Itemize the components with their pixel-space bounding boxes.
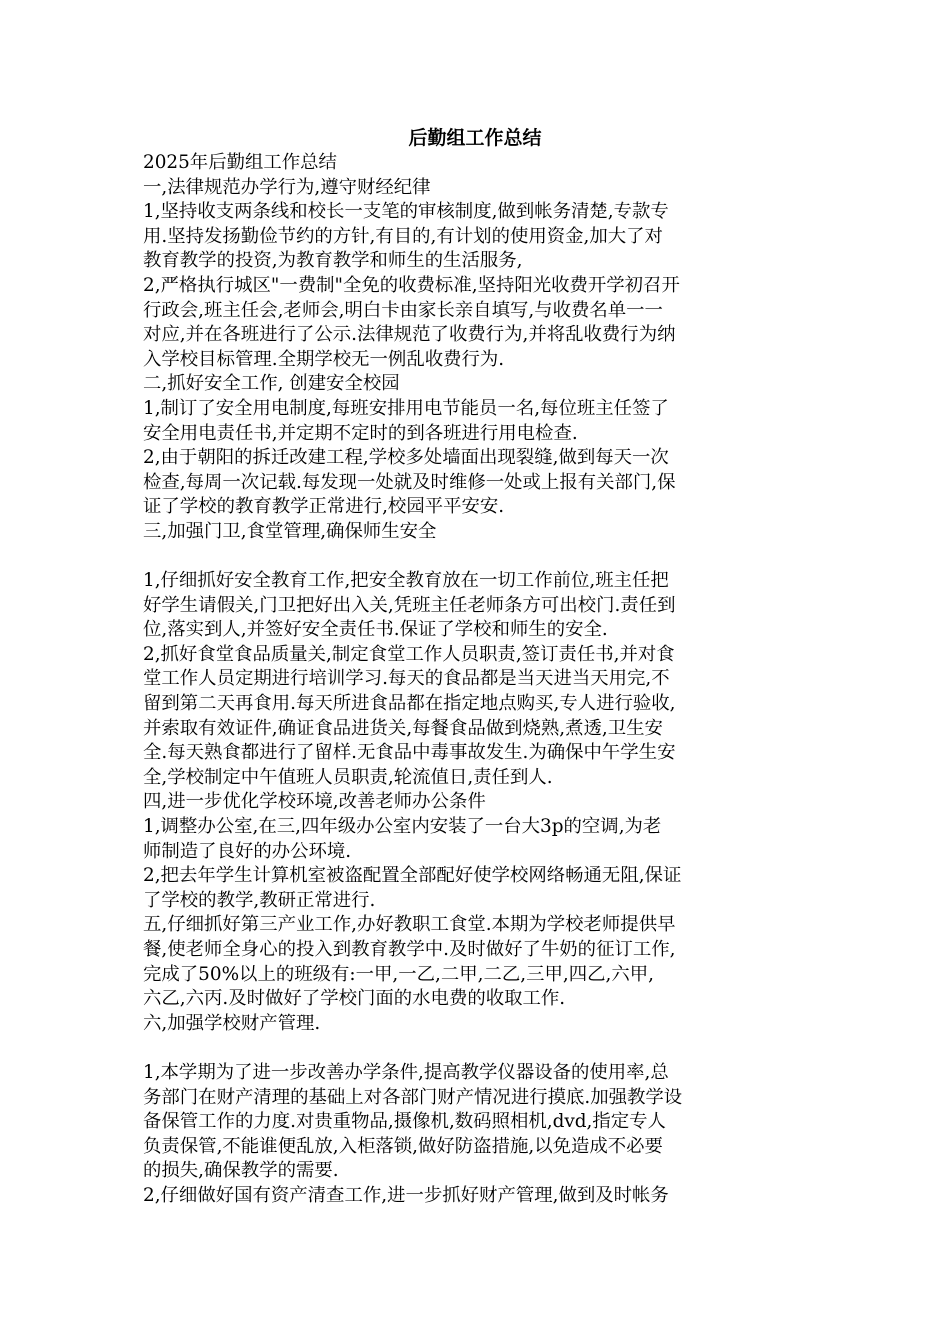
- text-line: 好学生请假关,门卫把好出入关,凭班主任老师条方可出校门.责任到: [143, 594, 676, 616]
- text-line: 2,抓好食堂食品质量关,制定食堂工作人员职责,签订责任书,并对食: [143, 643, 675, 665]
- text-line: 完成了50%以上的班级有:一甲,一乙,二甲,二乙,三甲,四乙,六甲,: [143, 963, 654, 985]
- text-line: 行政会,班主任会,老师会,明白卡由家长亲自填写,与收费名单一一: [143, 299, 663, 321]
- text-line: 用.坚持发扬勤俭节约的方针,有目的,有计划的使用资金,加大了对: [143, 225, 663, 247]
- text-line: 留到第二天再食用.每天所进食品都在指定地点购买,专人进行验收,: [143, 693, 676, 715]
- text-line: 三,加强门卫,食堂管理,确保师生安全: [143, 520, 437, 542]
- document-title: 后勤组工作总结: [408, 127, 542, 149]
- text-line: 一,法律规范办学行为,遵守财经纪律: [143, 176, 431, 198]
- text-line: 六,加强学校财产管理.: [143, 1012, 321, 1034]
- text-line: 1,制订了安全用电制度,每班安排用电节能员一名,每位班主任签了: [143, 397, 669, 419]
- text-line: 入学校目标管理.全期学校无一例乱收费行为.: [143, 348, 505, 370]
- text-line: 对应,并在各班进行了公示.法律规范了收费行为,并将乱收费行为纳: [143, 324, 676, 346]
- text-line: 2,把去年学生计算机室被盗配置全部配好使学校网络畅通无阻,保证: [143, 865, 682, 887]
- text-line: 备保管工作的力度.对贵重物品,摄像机,数码照相机,dvd,指定专人: [143, 1111, 666, 1133]
- text-line: 1,坚持收支两条线和校长一支笔的审核制度,做到帐务清楚,专款专: [143, 201, 669, 223]
- text-line: 的损失,确保教学的需要.: [143, 1160, 339, 1182]
- text-line: 位,落实到人,并签好安全责任书.保证了学校和师生的安全.: [143, 619, 608, 641]
- blank-line: [143, 545, 813, 570]
- text-line: 师制造了良好的办公环境.: [143, 840, 352, 862]
- document-body: [143, 151, 813, 1209]
- text-line: 教育教学的投资,为教育教学和师生的生活服务,: [143, 250, 523, 272]
- text-line: 堂工作人员定期进行培训学习.每天的食品都是当天进当天用完,不: [143, 668, 670, 690]
- text-line: 2,仔细做好国有资产清查工作,进一步抓好财产管理,做到及时帐务: [143, 1184, 669, 1206]
- text-line: 2,由于朝阳的拆迁改建工程,学校多处墙面出现裂缝,做到每天一次: [143, 447, 669, 469]
- text-line: 2,严格执行城区"一费制"全免的收费标准,坚持阳光收费开学初召开: [143, 274, 680, 296]
- text-line: 1,仔细抓好安全教育工作,把安全教育放在一切工作前位,班主任把: [143, 570, 669, 592]
- text-line: 五,仔细抓好第三产业工作,办好教职工食堂.本期为学校老师提供早: [143, 914, 676, 936]
- text-line: 全.每天熟食都进行了留样.无食品中毒事故发生.为确保中午学生安: [143, 742, 676, 764]
- text-line: 全,学校制定中午值班人员职责,轮流值日,责任到人.: [143, 766, 553, 788]
- text-line: 1,调整办公室,在三,四年级办公室内安装了一台大3p的空调,为老: [143, 816, 662, 838]
- text-line: 并索取有效证件,确证食品进货关,每餐食品做到烧熟,煮透,卫生安: [143, 717, 663, 739]
- text-line: 检查,每周一次记载.每发现一处就及时维修一处或上报有关部门,保: [143, 471, 676, 493]
- text-line: 四,进一步优化学校环境,改善老师办公条件: [143, 791, 486, 813]
- text-line: 1,本学期为了进一步改善办学条件,提高教学仪器设备的使用率,总: [143, 1061, 669, 1083]
- text-line: 务部门在财产清理的基础上对各部门财产情况进行摸底.加强教学设: [143, 1086, 683, 1108]
- text-line: 餐,使老师全身心的投入到教育教学中.及时做好了牛奶的征订工作,: [143, 939, 676, 960]
- text-line: 了学校的教学,教研正常进行.: [143, 889, 376, 911]
- text-line: 六乙,六丙.及时做好了学校门面的水电费的收取工作.: [143, 988, 566, 1010]
- text-line: 2025年后勤组工作总结: [143, 152, 337, 173]
- blank-line: [143, 1036, 813, 1061]
- text-line: 证了学校的教育教学正常进行,校园平平安安.: [143, 496, 505, 518]
- text-line: 安全用电责任书,并定期不定时的到各班进行用电检查.: [143, 422, 578, 444]
- text-line: 二,抓好安全工作, 创建安全校园: [143, 373, 400, 395]
- text-line: 负责保管,不能谁便乱放,入柜落锁,做好防盗措施,以免造成不必要: [143, 1135, 663, 1157]
